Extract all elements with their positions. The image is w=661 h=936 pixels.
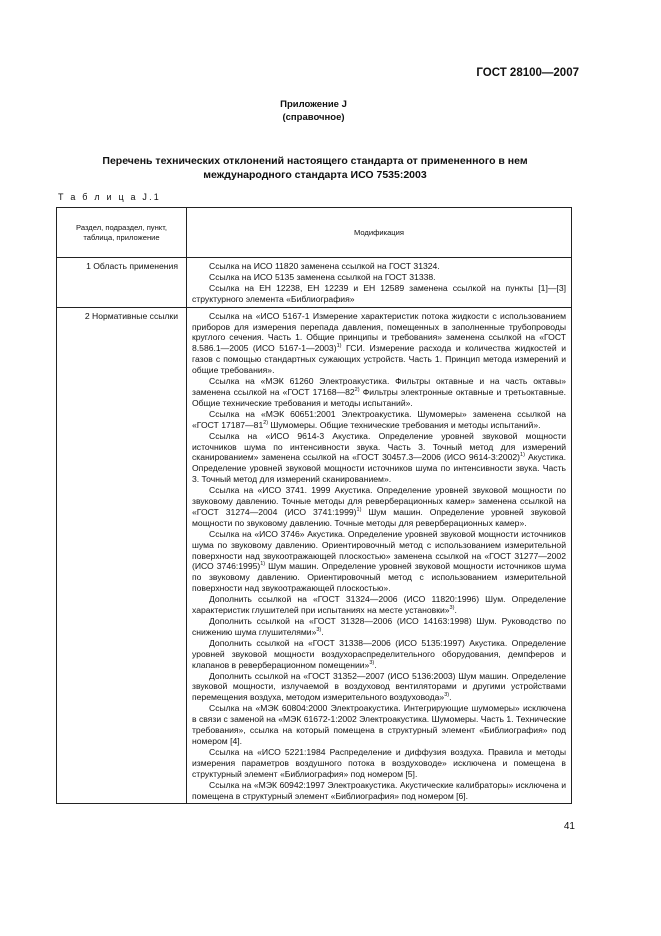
col-header-modification: Модификация <box>187 208 572 258</box>
modification-paragraph: Ссылка на «МЭК 60942:1997 Электроакустика. Акустические калибраторы» исключена и помещена в структурный элемент «Библиография» под номером [6]. <box>192 779 566 801</box>
row-modification <box>187 307 572 804</box>
footnote-ref: 3) <box>316 627 322 634</box>
footnote-ref: 3) <box>449 605 455 612</box>
footnote-ref: 3) <box>369 659 375 666</box>
row-modification <box>187 258 572 308</box>
appendix-heading <box>0 98 627 124</box>
modification-paragraph: Ссылка на «ИСО 3746» Акустика. Определение уровней звуковой мощности источников шума по звуковому давлению. Ориентировочный метод с использованием измерительной поверхности над звукоотражающей плоскостью» заменена ссылкой на «ГОСТ 31277—2002 (ИСО 3746:1995)$^{1)}$ Шум машин. Определение уровней звуковой мощности источников шума по звуковому давлению. Ориентировочный метод с использованием измерительной поверхности над звукоотражающей плоскостью». <box>192 528 566 594</box>
modification-paragraph: Ссылка на «ИСО 3741. 1999 Акустика. Определение уровней звуковой мощности по звуковому давлению. Точные методы для реверберационных камер» заменена ссылкой на «ГОСТ 31274—2004 (ИСО 3741:1999)$^{1)}$ Шум машин. Определение уровней звуковой мощности по звуковому давлению. Точные методы для реверберационных камер». <box>192 485 566 528</box>
modification-paragraph: Ссылка на «ИСО 5221:1984 Распределение и диффузия воздуха. Правила и методы измерения параметров воздушного потока в воздуховоде» исключена и помещена в структурный элемент «Библиография» под номером [5]. <box>192 746 566 779</box>
footnote-ref: 1) <box>356 507 362 514</box>
footnote-ref: 2) <box>354 387 360 394</box>
standard-id: ГОСТ 28100—2007 <box>476 67 579 79</box>
appendix-subtitle: (справочное) <box>282 112 345 123</box>
table-header-row <box>57 208 572 258</box>
page-number: 41 <box>563 821 575 832</box>
table-row <box>57 258 572 308</box>
table-caption: Т а б л и ц а J.1 <box>58 192 162 202</box>
footnote-ref: 2) <box>263 419 269 426</box>
modification-paragraph: Ссылка на «МЭК 60651:2001 Электроакустика. Шумомеры» заменена ссылкой на «ГОСТ 17187—81$^{2)}$ Шумомеры. Общие технические требования и методы испытаний». <box>192 408 566 430</box>
modification-paragraph: Ссылка на ИСО 11820 заменена ссылкой на ГОСТ 31324. <box>209 261 440 271</box>
modification-paragraph: Дополнить ссылкой на «ГОСТ 31352—2007 (ИСО 5136:2003) Шум машин. Определение звуковой мощности, излучаемой в воздуховод вентиляторами и другими устройствами перемещения воздуха, методом измерительного воздуховода»$^{3)}$. <box>192 670 566 703</box>
row-section: 1 Область применения <box>57 258 187 308</box>
document-heading: Перечень технических отклонений настоящего стандарта от примененного в нем международного стандарта ИСО 7535:2003 <box>102 155 528 181</box>
modification-paragraph: Ссылка на «МЭК 61260 Электроакустика. Фильтры октавные и на часть октавы» заменена ссылкой на «ГОСТ 17168—82$^{2)}$ Фильтры электронные октавные и третьоктавные. Общие технические требования и методы испытаний». <box>192 376 567 408</box>
row-section: 2 Нормативные ссылки <box>57 307 187 804</box>
modification-paragraph: Ссылка на «ИСО 9614-3 Акустика. Определение уровней звуковой мощности источников шума по интенсивности звука. Часть 3. Точный метод для измерений сканированием» заменена ссылкой на «ГОСТ 30457.3—2006 (ИСО 9614-3:2002)$^{1)}$ Акустика. Определение уровней звуковой мощности источников шума по интенсивности звука. Часть 3. Точный метод для измерений сканированием». <box>192 430 566 485</box>
footnote-ref: 1) <box>520 452 525 459</box>
appendix-title: Приложение J <box>280 99 347 110</box>
deviations-table <box>56 207 572 804</box>
modification-paragraph: Ссылка на «ИСО 5167-1 Измерение характеристик потока жидкости с использованием приборов для измерения перепада давления, помещенных в заполненные трубопроводы круглого сечения. Часть 1. Общие принципы и требования» заменена ссылкой на «ГОСТ 8.586.1—2005 (ИСО 5167-1—2003)$^{1)}$ ГСИ. Измерение расхода и количества жидкостей и газов с помощью стандартных сужающих устройств. Часть 1. Принцип метода измерений и общие требования». <box>192 310 566 376</box>
modification-paragraph: Дополнить ссылкой на «ГОСТ 31328—2006 (ИСО 14163:1998) Шум. Руководство по снижению шума глушителями»$^{3)}$. <box>192 616 566 637</box>
footnote-ref: 1) <box>336 343 342 350</box>
modification-paragraph: Дополнить ссылкой на «ГОСТ 31338—2006 (ИСО 5135:1997) Акустика. Определение уровней звуковой мощности воздухораспределительного оборудования, демпферов и клапанов в реверберационном помещении»$^{3)}$. <box>192 637 566 670</box>
footnote-ref: 1) <box>260 561 266 568</box>
modification-paragraph: Дополнить ссылкой на «ГОСТ 31324—2006 (ИСО 11820:1996) Шум. Определение характеристик глушителей при испытаниях на месте установки»$^{3)}$. <box>192 594 566 616</box>
modification-paragraph: Ссылка на ЕН 12238, ЕН 12239 и ЕН 12589 заменена ссылкой на пункты [1]—[3] структурного элемента «Библиография» <box>192 282 566 304</box>
col-header-section: Раздел, подраздел, пункт, таблица, приложение <box>57 208 187 258</box>
footnote-ref: 3) <box>444 692 450 699</box>
table-row <box>57 307 572 804</box>
modification-paragraph: Ссылка на ИСО 5135 заменена ссылкой на ГОСТ 31338. <box>209 271 436 282</box>
modification-paragraph: Ссылка на «МЭК 60804:2000 Электроакустика. Интегрирующие шумомеры» исключена в связи с заменой на «МЭК 61672-1:2002 Электроакустика. Шумомеры. Часть 1. Технические требования», ссылка на который помещена в структурный элемент «Библиография» под номером [4]. <box>192 703 567 746</box>
